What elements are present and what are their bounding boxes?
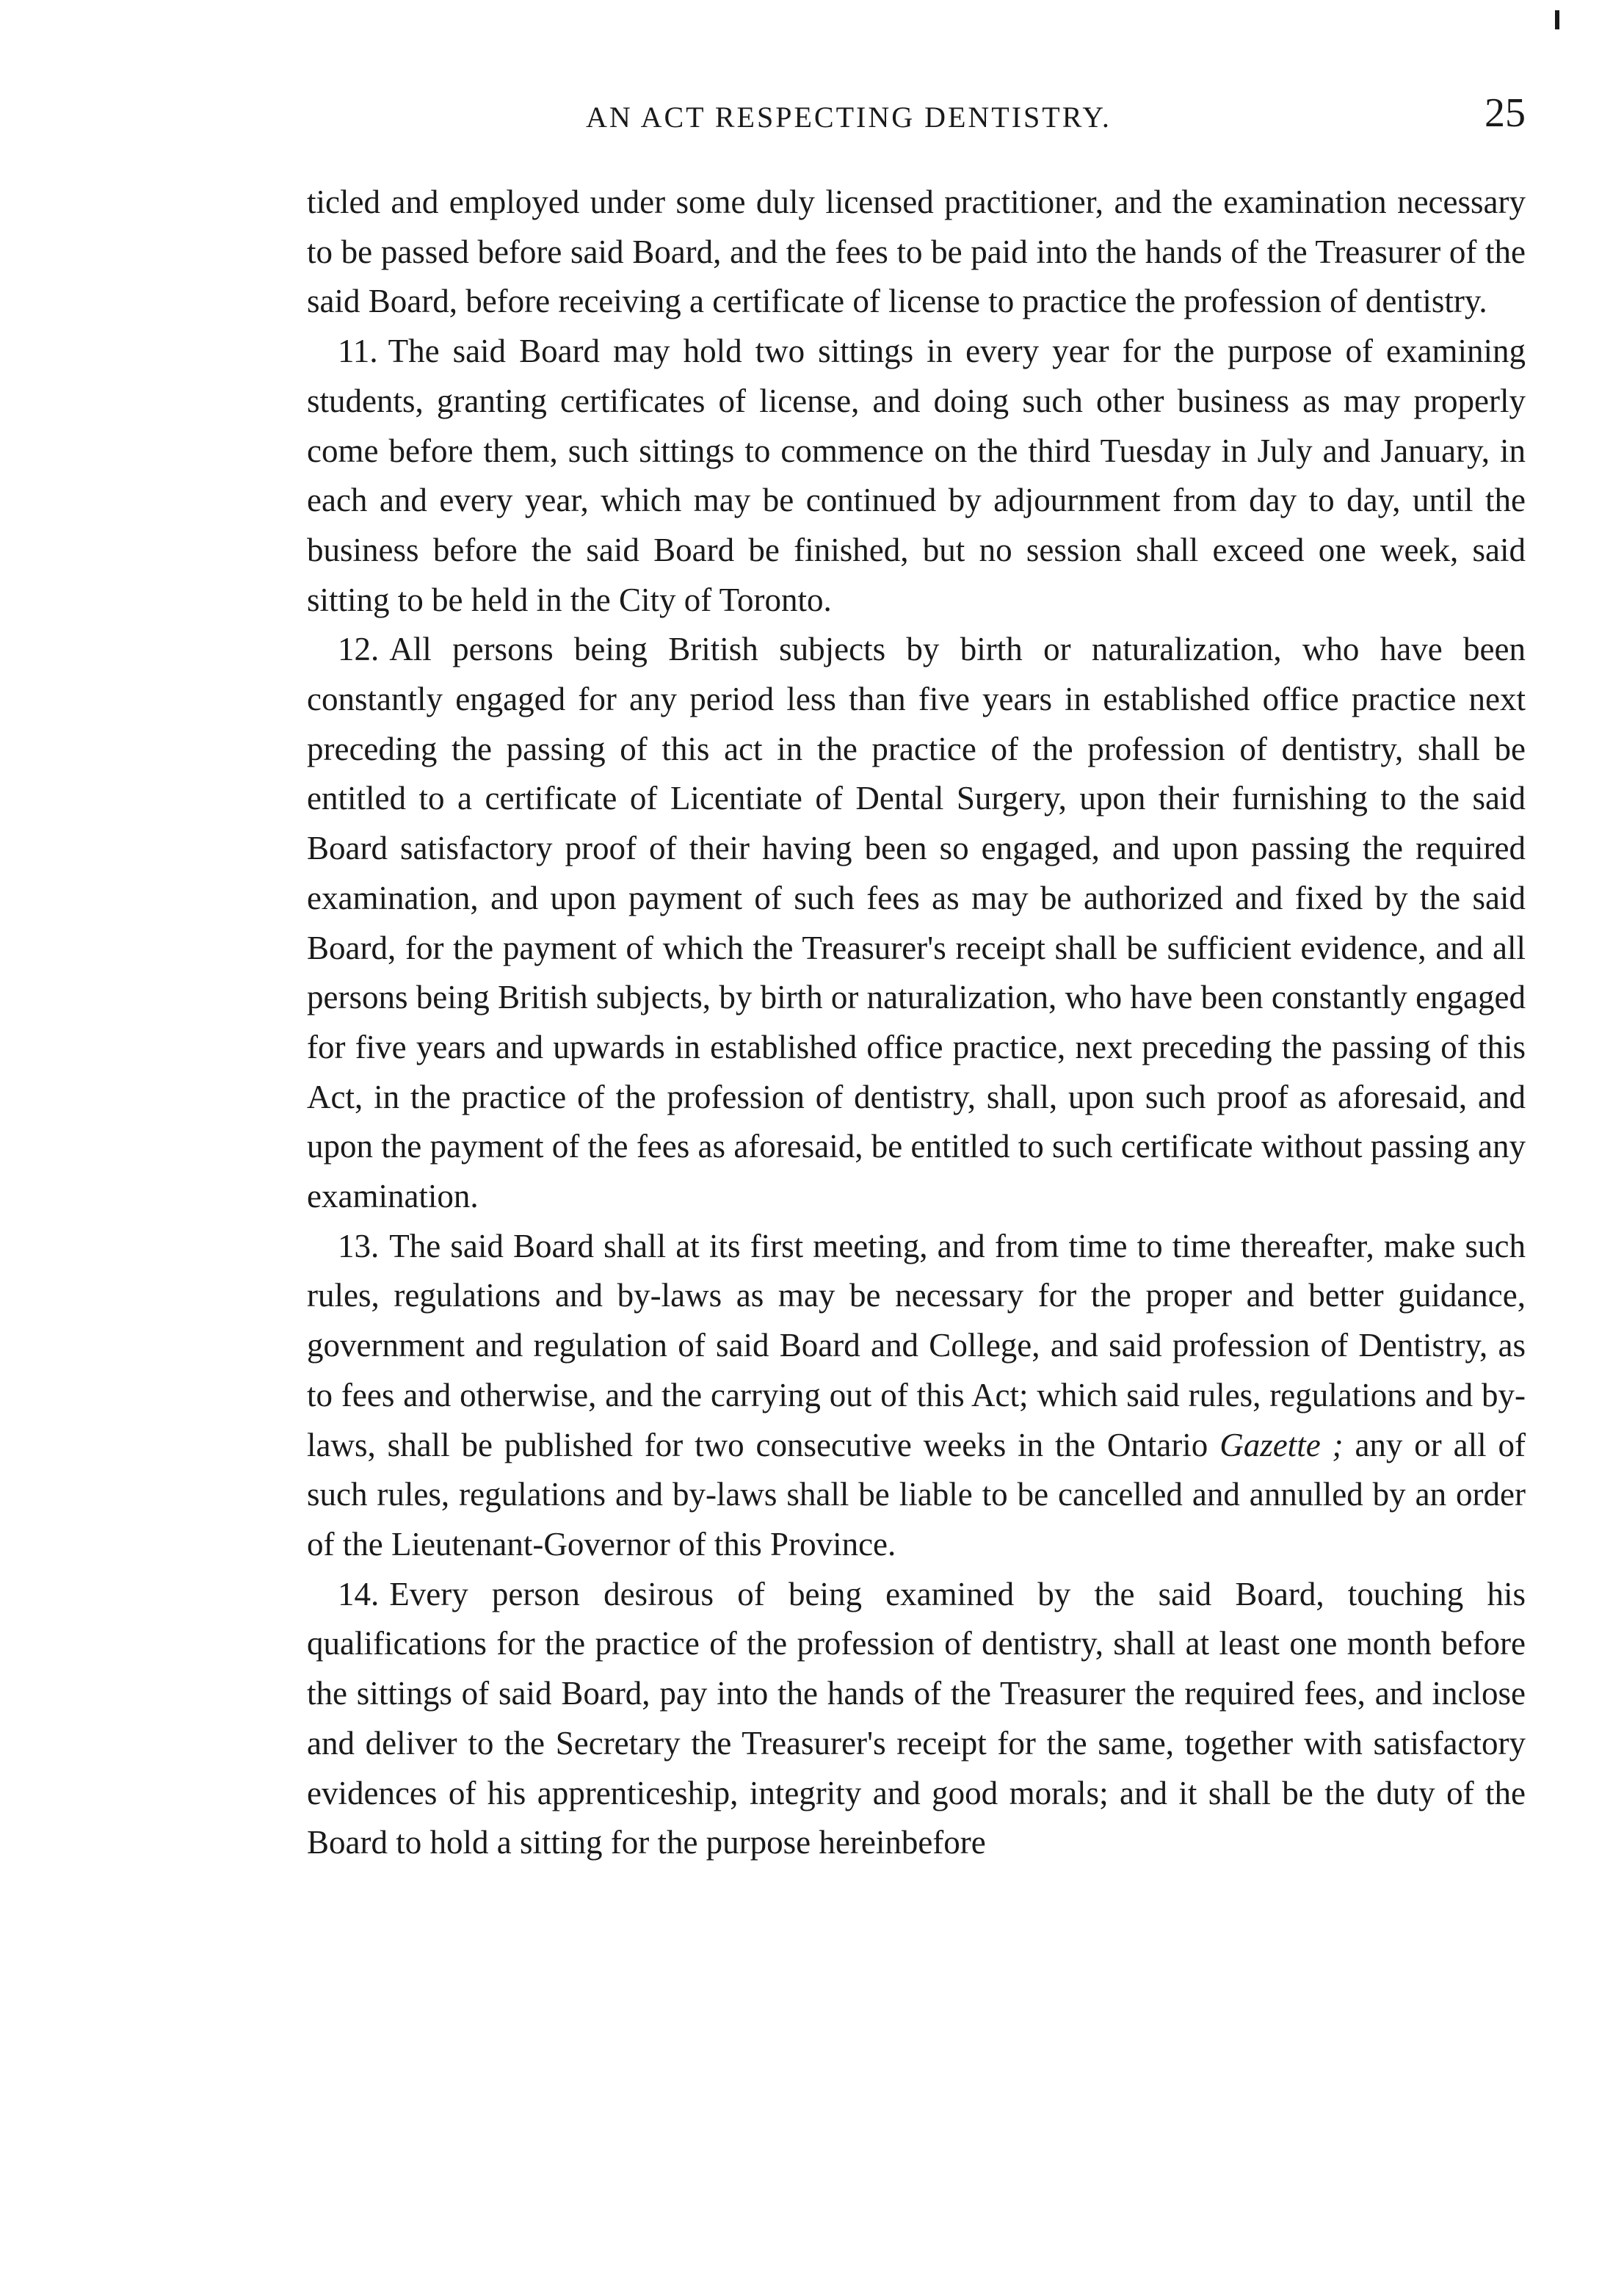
corner-mark	[1555, 10, 1559, 29]
gazette-italic: Gazette ;	[1219, 1426, 1344, 1463]
section-text: Every person desirous of being examined by the said Board, touching his qualifications for the practice of the profession of dentistry, shall at least one month before the sittings of said Board, pay into the hands of the Treasurer the required fees, and inclose and deliver to the Secretary the Treasurer's receipt for the same, together with satisfactory evidences of his apprenticeship, integrity and good morals; and it shall be the duty of the Board to hold a sitting for the purpose hereinbefore	[307, 1575, 1526, 1861]
section-14	[307, 1570, 1526, 1868]
section-12	[307, 625, 1526, 1221]
section-13	[307, 1222, 1526, 1570]
page-header	[307, 87, 1526, 145]
page-number: 25	[1485, 90, 1526, 136]
section-text: The said Board may hold two sittings in every year for the purpose of examining students, granting certificates of license, and doing such other business as may properly come before them, such sittings to commence on the third Tuesday in July and January, in each and every year, which may be continued by adjournment from day to day, until the business before the said Board be finished, but no session shall exceed one week, said sitting to be held in the City of Toronto.	[307, 333, 1526, 618]
section-number: 11.	[338, 333, 378, 370]
section-text: All persons being British subjects by birth or naturalization, who have been constantly engaged for any period less than five years in established office practice next preceding the passing of this act in the practice of the profession of dentistry, shall be entitled to a certificate of Licentiate of Dental Surgery, upon their furnishing to the said Board satisfactory proof of their having been so engaged, and upon passing the required examination, and upon payment of such fees as may be authorized and fixed by the said Board, for the payment of which the Treasurer's receipt shall be sufficient evidence, and all persons being British subjects, by birth or naturalization, who have been constantly engaged for five years and upwards in established office practice, next preceding the passing of this Act, in the practice of the profession of dentistry, shall, upon such proof as aforesaid, and upon the payment of the fees as aforesaid, be entitled to such certificate without passing any examination.	[307, 631, 1526, 1215]
running-title: AN ACT RESPECTING DENTISTRY.	[586, 101, 1112, 134]
section-text: The said Board shall at its first meeting, and from time to time thereafter, make such rules, regulations and by-laws as may be necessary for the proper and better guidance, government and regulation of said Board and College, and said profession of Dentistry, as to fees and otherwise, and the carrying out of this Act; which said rules, regulations and by-laws, shall be published for two consecutive weeks in the Ontario	[307, 1227, 1526, 1463]
section-text-continued: any or all of such rules, regulations and by-laws shall be liable to be cancelled and annulled by an order of the Lieutenant-Governor of this Province.	[307, 1426, 1526, 1563]
section-11	[307, 327, 1526, 625]
continuation-paragraph: ticled and employed under some duly licensed practitioner, and the examination necessary to be passed before said Board, and the fees to be paid into the hands of the Treasurer of the said Board, before receiving a certificate of license to practice the profession of dentistry.	[307, 184, 1526, 320]
section-number: 12.	[338, 631, 380, 668]
section-number: 13.	[338, 1227, 380, 1264]
section-number: 14.	[338, 1575, 380, 1612]
body-text	[307, 178, 1526, 1868]
